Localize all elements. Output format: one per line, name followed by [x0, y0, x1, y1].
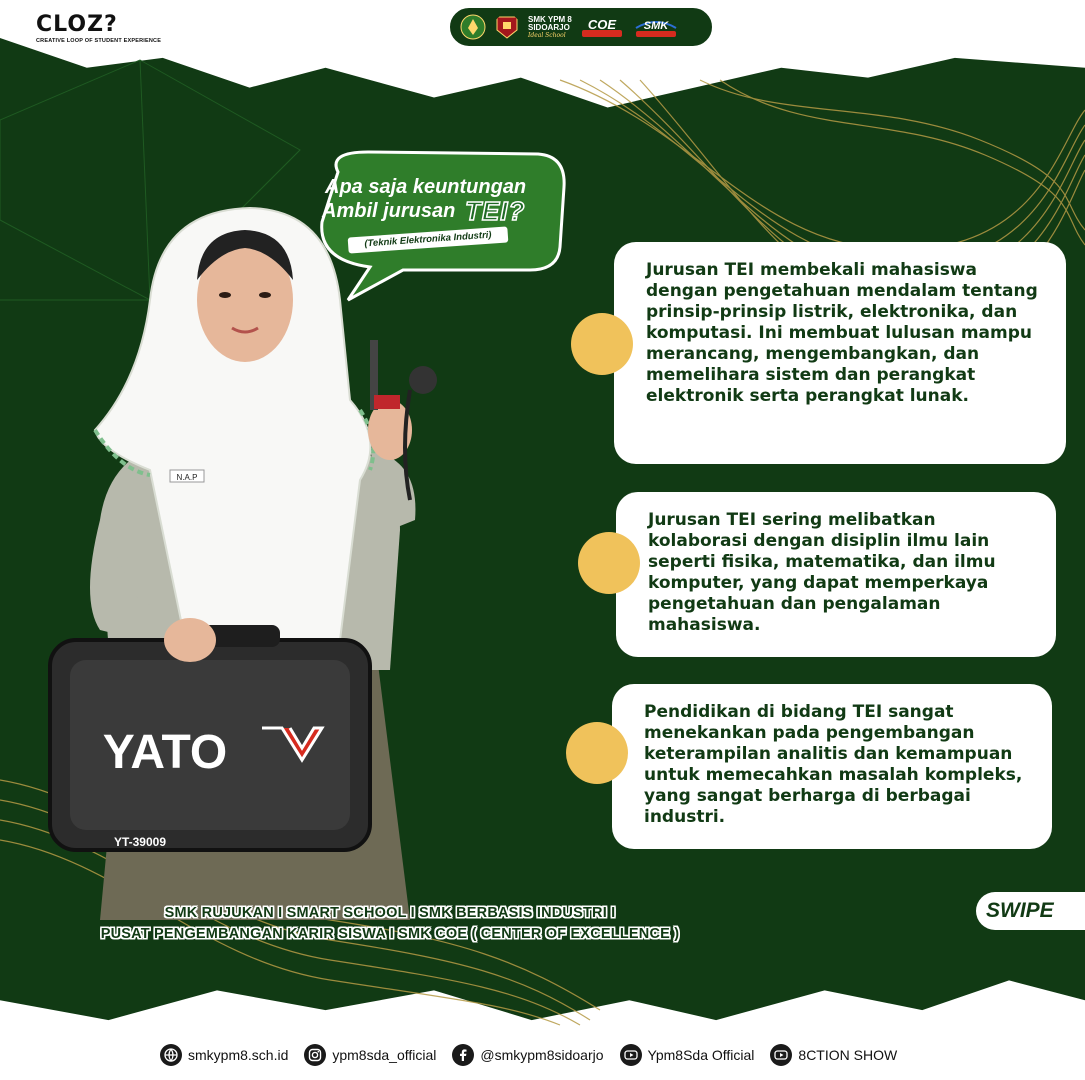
name-tag-label: N.A.P [176, 473, 198, 482]
smk-badge [632, 14, 680, 40]
tagline-line1: SMK RUJUKAN I SMART SCHOOL I SMK BERBASIS INDUSTRI I [164, 905, 616, 921]
bullet-dot-2 [578, 532, 640, 594]
info-card-1: Jurusan TEI membekali mahasiswa dengan pengetahuan mendalam tentang prinsip-prinsip listrik, elektronika, dan komputasi. Ini membuat lulusan mampu merancang, mengembangkan, dan memelihara sistem dan perangkat elektronik serta perangkat lunak. [614, 242, 1066, 464]
question-highlight: TEI? [465, 196, 526, 226]
footer-youtube-link[interactable] [620, 1044, 755, 1066]
student-photo [40, 200, 460, 920]
coe-badge-label: COE [587, 17, 616, 32]
footer-facebook-label: @smkypm8sidoarjo [480, 1047, 604, 1063]
youtube-icon [620, 1044, 642, 1066]
swipe-button[interactable]: SWIPE [976, 892, 1085, 930]
footer-show-label: 8CTION SHOW [798, 1047, 898, 1063]
coe-badge [580, 14, 624, 40]
footer-show-link[interactable] [770, 1044, 897, 1066]
footer-facebook-link[interactable] [452, 1044, 603, 1066]
footer-website-label: smkypm8.sch.id [188, 1047, 289, 1063]
footer-instagram-label: ypm8sda_official [332, 1047, 437, 1063]
footer-youtube-label: Ypm8Sda Official [647, 1047, 755, 1063]
school-name-line1: SMK YPM 8 [528, 14, 572, 24]
question-line2: Ambil jurusan [322, 200, 456, 222]
bullet-dot-3 [566, 722, 628, 784]
footer-instagram-link[interactable] [304, 1044, 436, 1066]
school-logos [448, 6, 714, 48]
globe-icon [160, 1044, 182, 1066]
facebook-icon [452, 1044, 474, 1066]
school-name-line2: SIDOARJO [528, 22, 570, 32]
toolbox-brand: YATO [102, 726, 228, 779]
question-line1: Apa saja keuntungan [325, 176, 527, 198]
info-card-3: Pendidikan di bidang TEI sangat menekankan pada pengembangan keterampilan analitis dan kemampuan untuk memecahkan masalah kompleks, yang sangat berharga di berbagai industri. [612, 684, 1052, 849]
brand-tagline: CREATIVE LOOP OF STUDENT EXPERIENCE [36, 38, 162, 44]
instagram-icon [304, 1044, 326, 1066]
question-subtitle: (Teknik Elektronika Industri) [348, 226, 509, 253]
ministry-emblem-icon [460, 14, 486, 40]
brand-name: CLOZ? [36, 12, 118, 37]
footer-website-link[interactable] [160, 1044, 288, 1066]
smk-badge-label: SMK [643, 20, 669, 32]
info-card-2: Jurusan TEI sering melibatkan kolaborasi dengan disiplin ilmu lain seperti fisika, matematika, dan ilmu komputer, yang dapat memperkaya pengetahuan dan pengalaman mahasiswa. [616, 492, 1056, 657]
school-title [528, 16, 572, 39]
toolbox-model: YT-39009 [113, 835, 167, 849]
tagline-line2: PUSAT PENGEMBANGAN KARIR SISWA I SMK COE ( CENTER OF EXCELLENCE ) [100, 926, 680, 942]
bullet-dot-1 [571, 313, 633, 375]
brand-logo [36, 12, 161, 44]
school-motto: Ideal School [528, 31, 566, 39]
school-emblem-icon [494, 14, 520, 40]
footer-socials [160, 1042, 897, 1068]
youtube-icon [770, 1044, 792, 1066]
